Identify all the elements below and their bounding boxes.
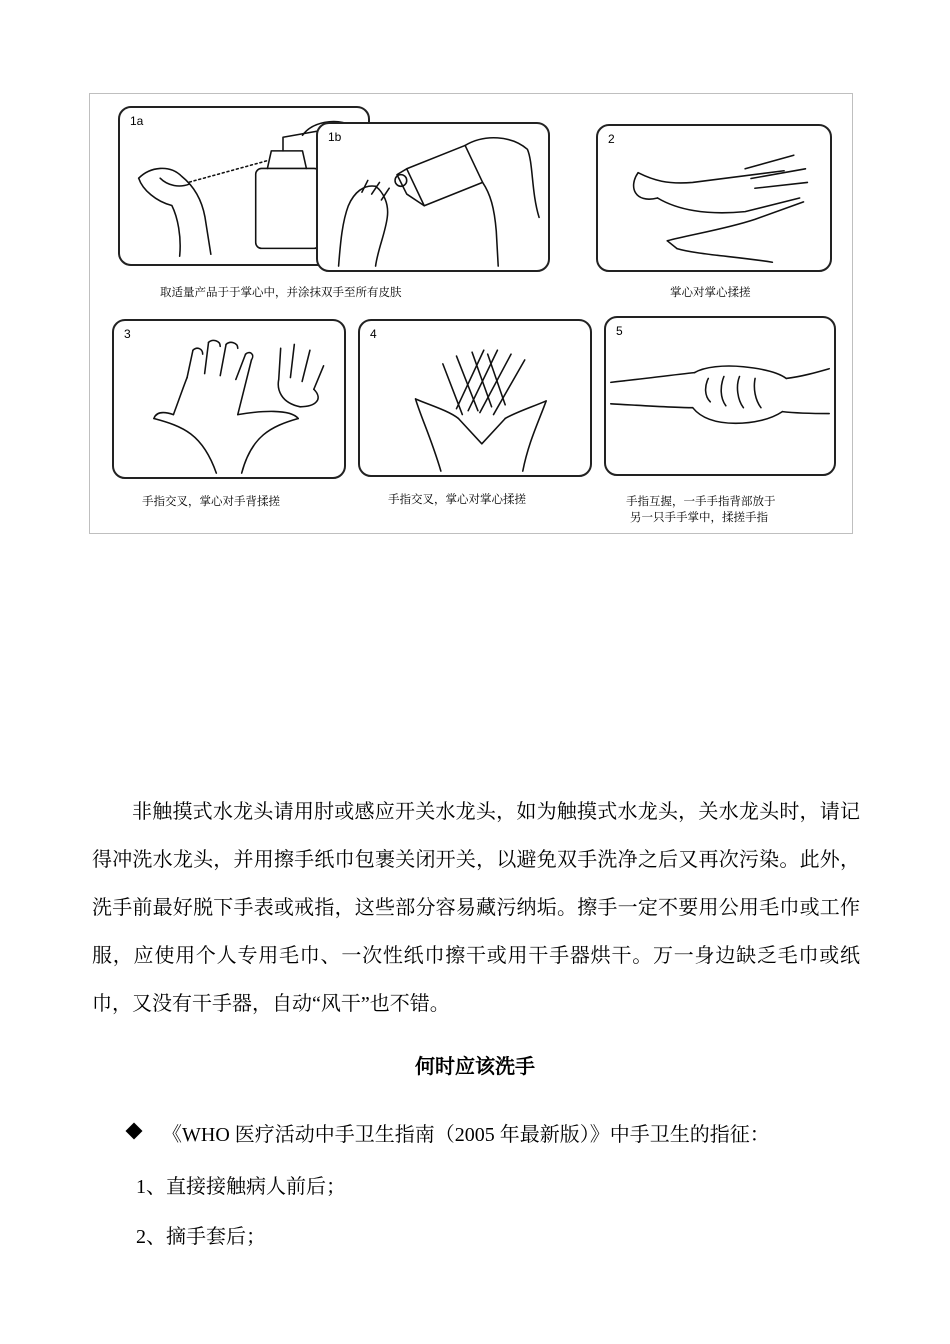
panel-label: 1b xyxy=(328,130,342,144)
palm-to-palm-illustration xyxy=(598,126,830,270)
panel-1b xyxy=(316,122,550,272)
diamond-bullet-icon xyxy=(126,1123,143,1140)
list-item: 1、直接接触病人前后； xyxy=(136,1176,346,1198)
bottle-hand-illustration xyxy=(318,124,548,270)
panel-5 xyxy=(604,316,836,476)
panel-label: 3 xyxy=(124,327,131,341)
panel-2 xyxy=(596,124,832,272)
panel-3 xyxy=(112,319,346,479)
handwashing-figure xyxy=(89,93,853,534)
section-heading: 何时应该洗手 xyxy=(415,1054,535,1078)
panel-label: 1a xyxy=(130,114,144,128)
fingers-locked-illustration xyxy=(606,318,834,474)
fingers-interlaced-back-illustration xyxy=(114,321,344,477)
step5-caption-line1: 手指互握，一手手指背部放于 xyxy=(626,494,776,508)
panel-4 xyxy=(358,319,592,477)
fingers-interlaced-palm-illustration xyxy=(360,321,590,475)
step1-caption: 取适量产品于于掌心中，并涂抹双手至所有皮肤 xyxy=(160,285,402,299)
step2-caption: 掌心对掌心揉搓 xyxy=(670,285,751,299)
step3-caption: 手指交叉，掌心对手背揉搓 xyxy=(142,494,280,508)
who-guideline-bullet: 《WHO 医疗活动中手卫生指南（2005 年最新版）》中手卫生的指征： xyxy=(162,1124,770,1146)
panel-label: 2 xyxy=(608,132,615,146)
panel-label: 5 xyxy=(616,324,623,338)
list-item: 2、摘手套后； xyxy=(136,1226,266,1248)
step4-caption: 手指交叉，掌心对掌心揉搓 xyxy=(388,492,526,506)
body-paragraph: 非触摸式水龙头请用肘或感应开关水龙头，如为触摸式水龙头，关水龙头时，请记得冲洗水龙头，并用擦手纸巾包裹关闭开关，以避免双手洗净之后又再次污染。此外，洗手前最好脱下手表或戒指，这些部分容易藏污纳垢。擦手一定不要用公用毛巾或工作服，应使用个人专用毛巾、一次性纸巾擦干或用干手器烘干。万一身边缺乏毛巾或纸巾，又没有干手器，自动“风干”也不错。 xyxy=(92,801,860,1015)
step5-caption-line2: 另一只手手掌中，揉搓手指 xyxy=(630,510,768,524)
panel-label: 4 xyxy=(370,327,377,341)
